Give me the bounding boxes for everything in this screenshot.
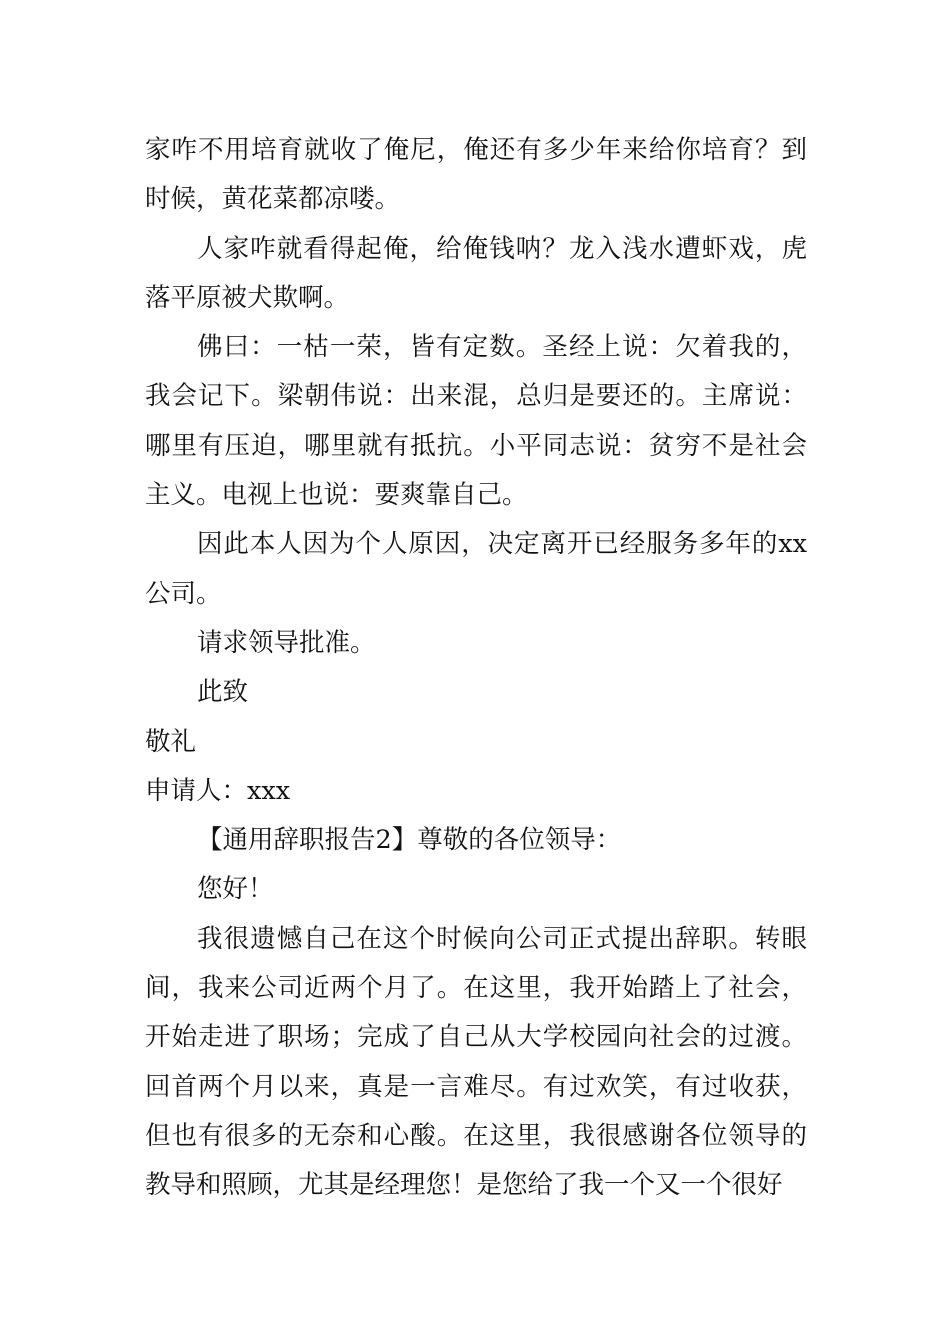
closing-regards: 敬礼 — [145, 726, 197, 757]
paragraph-1: 家咋不用培育就收了俺尼，俺还有多少年来给你培育？到时候，黄花菜都凉喽。 — [145, 135, 807, 215]
section-heading: 【通用辞职报告2】尊敬的各位领导： — [197, 825, 622, 856]
paragraph-2: 人家咋就看得起俺，给俺钱呐？龙入浅水遭虾戏，虎落平原被犬欺啊。 — [145, 233, 807, 313]
applicant-signature: 申请人：xxx — [145, 775, 291, 806]
paragraph-5: 请求领导批准。 — [197, 627, 376, 658]
closing-salutation: 此致 — [197, 677, 249, 708]
paragraph-3: 佛曰：一枯一荣，皆有定数。圣经上说：欠着我的，我会记下。梁朝伟说：出来混，总归是要还的。主席说：哪里有压迫，哪里就有抵抗。小平同志说：贫穷不是社会主义。电视上也说：要爽靠自己。 — [145, 332, 807, 511]
document-body — [145, 126, 807, 1211]
paragraph-4: 因此本人因为个人原因，决定离开已经服务多年的xx公司。 — [145, 529, 807, 609]
greeting: 您好！ — [197, 874, 274, 905]
paragraph-body: 我很遗憾自己在这个时候向公司正式提出辞职。转眼间，我来公司近两个月了。在这里，我开始踏上了社会，开始走进了职场；完成了自己从大学校园向社会的过渡。回首两个月以来，真是一言难尽。有过欢笑，有过收获，但也有很多的无奈和心酸。在这里，我很感谢各位领导的教导和照顾，尤其是经理您！是您给了我一个又一个很好 — [145, 923, 807, 1201]
